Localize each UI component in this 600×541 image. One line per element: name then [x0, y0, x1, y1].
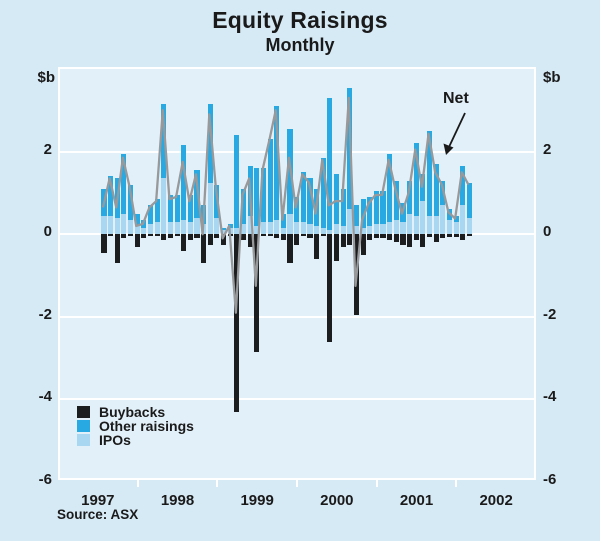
- x-axis-tick: [296, 480, 298, 487]
- bar-ipos: [214, 218, 219, 235]
- bar-buybacks: [314, 234, 319, 259]
- bar-other-raisings: [141, 220, 146, 228]
- bar-ipos: [181, 220, 186, 234]
- bar-ipos: [427, 216, 432, 235]
- legend-item-other-raisings: [77, 419, 194, 433]
- bar-other-raisings: [400, 203, 405, 222]
- bar-other-raisings: [268, 139, 273, 222]
- bar-buybacks: [374, 234, 379, 238]
- legend: [77, 405, 194, 447]
- bar-other-raisings: [101, 189, 106, 216]
- bar-other-raisings: [228, 224, 233, 228]
- bar-ipos: [347, 209, 352, 234]
- bar-buybacks: [414, 234, 419, 240]
- bar-ipos: [447, 220, 452, 234]
- bar-ipos: [274, 220, 279, 234]
- bar-other-raisings: [135, 214, 140, 226]
- bar-other-raisings: [161, 104, 166, 178]
- bar-buybacks: [301, 234, 306, 236]
- bar-buybacks: [354, 234, 359, 315]
- bar-buybacks: [380, 234, 385, 238]
- bar-ipos: [434, 216, 439, 235]
- bar-ipos: [101, 216, 106, 235]
- bar-ipos: [188, 222, 193, 234]
- x-axis-year-label-1999: 1999: [240, 492, 274, 509]
- bar-buybacks: [321, 234, 326, 236]
- bar-other-raisings: [307, 178, 312, 223]
- bar-other-raisings: [327, 98, 332, 230]
- legend-item-ipos: [77, 433, 194, 447]
- bar-ipos: [148, 224, 153, 234]
- y-tick-label-right--4: -4: [543, 388, 557, 406]
- x-axis-tick: [137, 480, 139, 487]
- bar-other-raisings: [121, 154, 126, 214]
- x-axis-year-label-1997: 1997: [81, 492, 115, 509]
- bar-buybacks: [168, 234, 173, 238]
- bar-buybacks: [248, 234, 253, 246]
- bar-buybacks: [341, 234, 346, 246]
- gridline--4: [60, 398, 534, 400]
- bar-other-raisings: [347, 88, 352, 210]
- bar-other-raisings: [427, 131, 432, 216]
- bar-buybacks: [420, 234, 425, 246]
- bar-buybacks: [387, 234, 392, 240]
- bar-other-raisings: [201, 205, 206, 224]
- bar-buybacks: [440, 234, 445, 238]
- bar-ipos: [334, 224, 339, 234]
- bar-other-raisings: [168, 195, 173, 222]
- bar-other-raisings: [234, 135, 239, 228]
- bar-other-raisings: [208, 104, 213, 182]
- bar-other-raisings: [148, 205, 153, 224]
- y-tick-label-left--6: -6: [38, 471, 52, 488]
- bar-other-raisings: [181, 145, 186, 219]
- bar-other-raisings: [248, 166, 253, 216]
- bar-other-raisings: [361, 199, 366, 228]
- y-tick-label-left--2: -2: [38, 305, 52, 323]
- bar-buybacks: [287, 234, 292, 263]
- bar-other-raisings: [407, 181, 412, 214]
- bar-other-raisings: [354, 205, 359, 226]
- bar-buybacks: [135, 234, 140, 246]
- bar-ipos: [467, 218, 472, 235]
- bar-buybacks: [141, 234, 146, 238]
- bar-other-raisings: [214, 185, 219, 218]
- bar-ipos: [354, 226, 359, 234]
- bar-other-raisings: [301, 172, 306, 222]
- bar-other-raisings: [387, 154, 392, 222]
- x-axis-year-label-2002: 2002: [479, 492, 513, 509]
- bar-buybacks: [108, 234, 113, 236]
- bar-other-raisings: [460, 166, 465, 205]
- bar-other-raisings: [194, 170, 199, 217]
- bar-other-raisings: [155, 199, 160, 222]
- x-axis-tick: [376, 480, 378, 487]
- bar-ipos: [115, 218, 120, 235]
- bar-ipos: [314, 226, 319, 234]
- bar-ipos: [287, 214, 292, 235]
- bar-buybacks: [175, 234, 180, 236]
- bar-other-raisings: [287, 129, 292, 214]
- bar-buybacks: [214, 234, 219, 238]
- bar-buybacks: [394, 234, 399, 242]
- ipos-swatch-icon: [77, 434, 90, 446]
- bar-buybacks: [447, 234, 452, 237]
- bar-ipos: [201, 224, 206, 234]
- bar-ipos: [367, 226, 372, 234]
- bar-other-raisings: [261, 168, 266, 222]
- bar-other-raisings: [334, 174, 339, 224]
- bar-buybacks: [181, 234, 186, 251]
- y-tick-label-left-0: 0: [43, 223, 52, 241]
- bar-buybacks: [294, 234, 299, 244]
- bar-other-raisings: [115, 178, 120, 217]
- bar-ipos: [108, 216, 113, 235]
- bar-other-raisings: [467, 183, 472, 218]
- bar-ipos: [400, 222, 405, 234]
- bar-buybacks: [208, 234, 213, 244]
- bar-ipos: [380, 224, 385, 234]
- chart-title: Equity Raisings: [212, 7, 388, 33]
- bar-ipos: [168, 222, 173, 234]
- bar-buybacks: [201, 234, 206, 263]
- bar-buybacks: [261, 234, 266, 236]
- buybacks-swatch-icon: [77, 406, 90, 418]
- bar-other-raisings: [447, 209, 452, 219]
- x-axis-year-label-2001: 2001: [399, 492, 434, 509]
- bar-ipos: [420, 201, 425, 234]
- gridline--2: [60, 316, 534, 318]
- bar-other-raisings: [454, 216, 459, 222]
- bar-buybacks: [434, 234, 439, 242]
- x-axis-tick: [216, 480, 218, 487]
- net-line-label: Net: [443, 90, 469, 107]
- y-tick-label-right--2: -2: [543, 305, 557, 323]
- bar-other-raisings: [175, 195, 180, 222]
- bar-ipos: [194, 218, 199, 235]
- bar-ipos: [454, 222, 459, 234]
- y-tick-label-left-2: 2: [43, 140, 52, 158]
- bar-buybacks: [241, 234, 246, 240]
- bar-buybacks: [347, 234, 352, 244]
- bar-buybacks: [454, 234, 459, 237]
- bar-ipos: [208, 183, 213, 235]
- bar-ipos: [175, 222, 180, 234]
- legend-label-buybacks: Buybacks: [99, 404, 166, 420]
- legend-item-buybacks: [77, 405, 194, 419]
- bar-buybacks: [307, 234, 312, 238]
- legend-label-other-raisings: Other raisings: [99, 418, 194, 434]
- bar-buybacks: [327, 234, 332, 341]
- bar-buybacks: [128, 234, 133, 236]
- bar-other-raisings: [341, 189, 346, 226]
- bar-other-raisings: [294, 197, 299, 222]
- bar-ipos: [374, 224, 379, 234]
- bar-other-raisings: [414, 143, 419, 215]
- bar-buybacks: [148, 234, 153, 236]
- bar-ipos: [268, 222, 273, 234]
- bar-other-raisings: [440, 181, 445, 206]
- y-tick-label-right-0: 0: [543, 223, 552, 241]
- bar-buybacks: [234, 234, 239, 412]
- bar-ipos: [307, 224, 312, 234]
- bar-buybacks: [407, 234, 412, 246]
- y-axis-unit-left: $b: [37, 69, 55, 86]
- bar-ipos: [414, 216, 419, 235]
- bar-buybacks: [194, 234, 199, 238]
- bar-ipos: [407, 214, 412, 235]
- bar-ipos: [460, 205, 465, 234]
- bar-other-raisings: [374, 191, 379, 224]
- bar-buybacks: [228, 234, 233, 236]
- bar-ipos: [155, 222, 160, 234]
- bar-ipos: [261, 222, 266, 234]
- bar-ipos: [294, 222, 299, 234]
- bar-buybacks: [281, 234, 286, 240]
- x-axis-year-label-2000: 2000: [320, 492, 354, 509]
- bar-ipos: [161, 178, 166, 234]
- bar-other-raisings: [314, 189, 319, 226]
- gridline-2: [60, 151, 534, 153]
- bar-other-raisings: [281, 214, 286, 228]
- bar-other-raisings: [367, 197, 372, 226]
- bar-other-raisings: [188, 195, 193, 222]
- bar-other-raisings: [274, 106, 279, 220]
- y-tick-label-right--6: -6: [543, 471, 557, 488]
- bar-buybacks: [361, 234, 366, 255]
- bar-buybacks: [155, 234, 160, 236]
- bar-ipos: [440, 205, 445, 234]
- bar-ipos: [301, 222, 306, 234]
- bar-buybacks: [161, 234, 166, 240]
- legend-label-ipos: IPOs: [99, 432, 131, 448]
- y-tick-label-left--4: -4: [38, 388, 52, 406]
- bar-buybacks: [334, 234, 339, 261]
- bar-other-raisings: [380, 191, 385, 224]
- other-raisings-swatch-icon: [77, 420, 90, 432]
- source-note: Source: ASX: [57, 507, 139, 522]
- bar-other-raisings: [108, 176, 113, 215]
- bar-buybacks: [274, 234, 279, 238]
- chart-subtitle: Monthly: [265, 35, 335, 55]
- bar-buybacks: [460, 234, 465, 240]
- bar-other-raisings: [241, 189, 246, 224]
- y-tick-label-right-2: 2: [543, 140, 552, 158]
- bar-buybacks: [427, 234, 432, 237]
- bar-buybacks: [400, 234, 405, 244]
- x-axis-year-label-1998: 1998: [160, 492, 195, 509]
- bar-buybacks: [367, 234, 372, 240]
- bar-ipos: [341, 226, 346, 234]
- bar-ipos: [135, 226, 140, 234]
- bar-other-raisings: [434, 164, 439, 216]
- bar-other-raisings: [221, 228, 226, 230]
- bar-ipos: [387, 222, 392, 234]
- bar-ipos: [394, 220, 399, 234]
- bar-ipos: [248, 216, 253, 235]
- bar-other-raisings: [128, 185, 133, 220]
- bar-buybacks: [467, 234, 472, 236]
- y-axis-unit-right: $b: [543, 69, 561, 86]
- bar-other-raisings: [420, 174, 425, 201]
- bar-buybacks: [101, 234, 106, 253]
- bar-buybacks: [115, 234, 120, 263]
- bar-ipos: [121, 214, 126, 235]
- bar-buybacks: [188, 234, 193, 240]
- bar-buybacks: [254, 234, 259, 352]
- bar-other-raisings: [321, 158, 326, 228]
- bar-other-raisings: [394, 181, 399, 220]
- bar-ipos: [241, 224, 246, 234]
- bar-ipos: [254, 226, 259, 234]
- bar-buybacks: [221, 234, 226, 244]
- bar-buybacks: [268, 234, 273, 236]
- x-axis-tick: [455, 480, 457, 487]
- bar-other-raisings: [254, 168, 259, 226]
- bar-buybacks: [121, 234, 126, 238]
- bar-ipos: [128, 220, 133, 234]
